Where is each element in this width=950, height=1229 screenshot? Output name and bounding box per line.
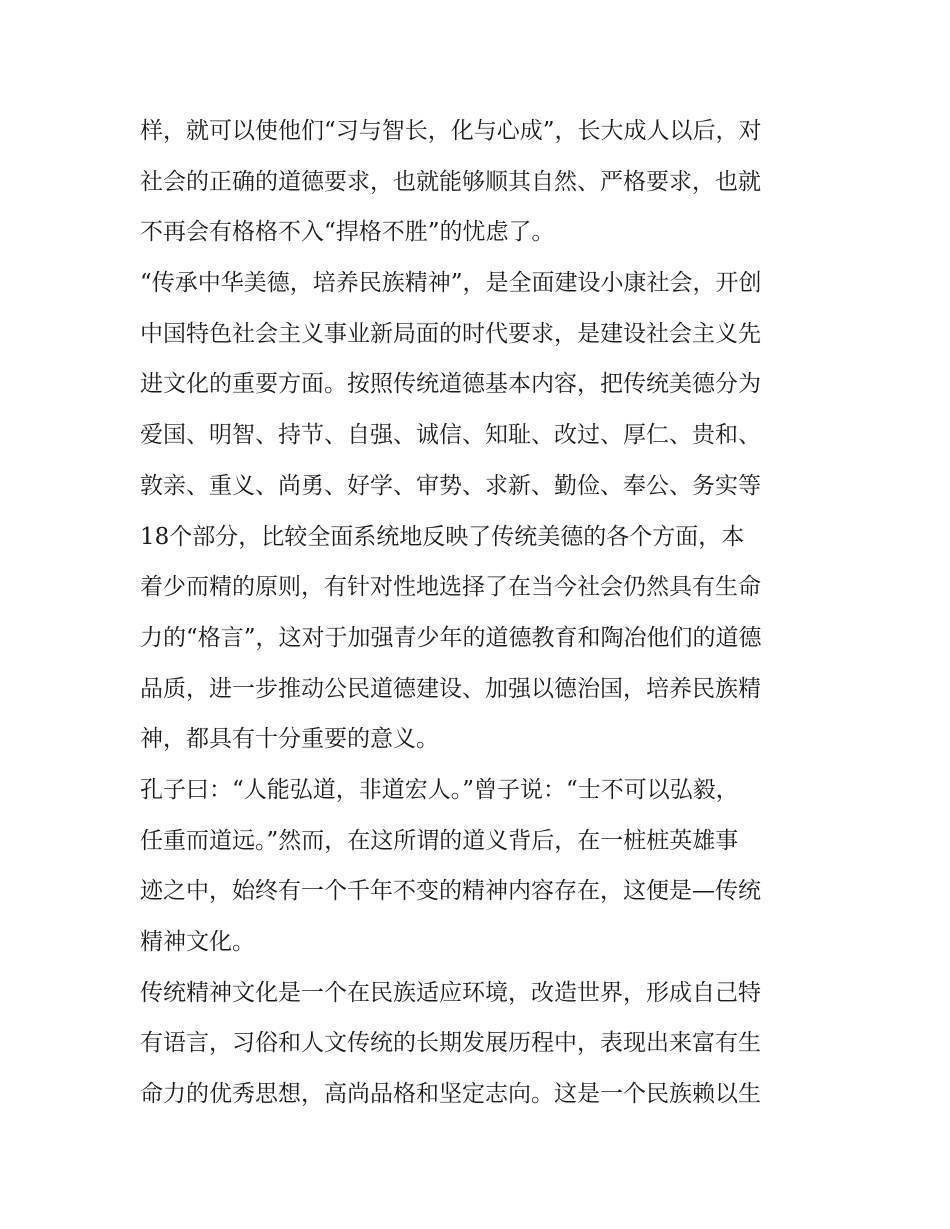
text-line: 精神文化。 [140, 929, 255, 955]
text-line: 爱国、明智、持节、自强、诚信、知耻、改过、厚仁、贵和、 [140, 422, 761, 449]
document-body [140, 106, 816, 1120]
text-line: 敦亲、重义、尚勇、好学、审势、求新、勤俭、奉公、务实等 [140, 472, 761, 499]
text-line: 不再会有格格不入“捍格不胜”的忧虑了。 [140, 219, 555, 246]
text-line: 命力的优秀思想，高尚品格和坚定志向。这是一个民族赖以生 [140, 1081, 761, 1108]
text-line: 任重而道远。”然而，在这所谓的道义背后，在一桩桩英雄事 [140, 827, 739, 854]
text-line: 社会的正确的道德要求，也就能够顺其自然、严格要求，也就 [140, 168, 761, 195]
text-line: 力的“格言”，这对于加强青少年的道德教育和陶冶他们的道德 [140, 624, 762, 651]
text-line: 有语言，习俗和人文传统的长期发展历程中，表现出来富有生 [140, 1030, 761, 1057]
text-line: 传统精神文化是一个在民族适应环境，改造世界，形成自己特 [140, 979, 761, 1006]
text-line: 着少而精的原则，有针对性地选择了在当今社会仍然具有生命 [140, 574, 761, 601]
text-line: 样，就可以使他们“习与智长，化与心成”，长大成人以后，对 [140, 118, 762, 144]
text-line: 品质，进一步推动公民道德建设、加强以德治国，培养民族精 [140, 675, 761, 702]
text-line: 18个部分，比较全面系统地反映了传统美德的各个方面，本 [140, 523, 745, 550]
text-line: 进文化的重要方面。按照传统道德基本内容，把传统美德分为 [140, 371, 761, 398]
text-line: 中国特色社会主义事业新局面的时代要求，是建设社会主义先 [140, 320, 761, 347]
text-line: “传承中华美德，培养民族精神”，是全面建设小康社会，开创 [140, 270, 762, 297]
text-line: 迹之中，始终有一个千年不变的精神内容存在，这便是—传统 [140, 878, 761, 905]
text-line: 孔子曰：“人能弘道，非道宏人。”曾子说：“士不可以弘毅， [140, 776, 739, 803]
text-line: 神，都具有十分重要的意义。 [140, 726, 439, 753]
